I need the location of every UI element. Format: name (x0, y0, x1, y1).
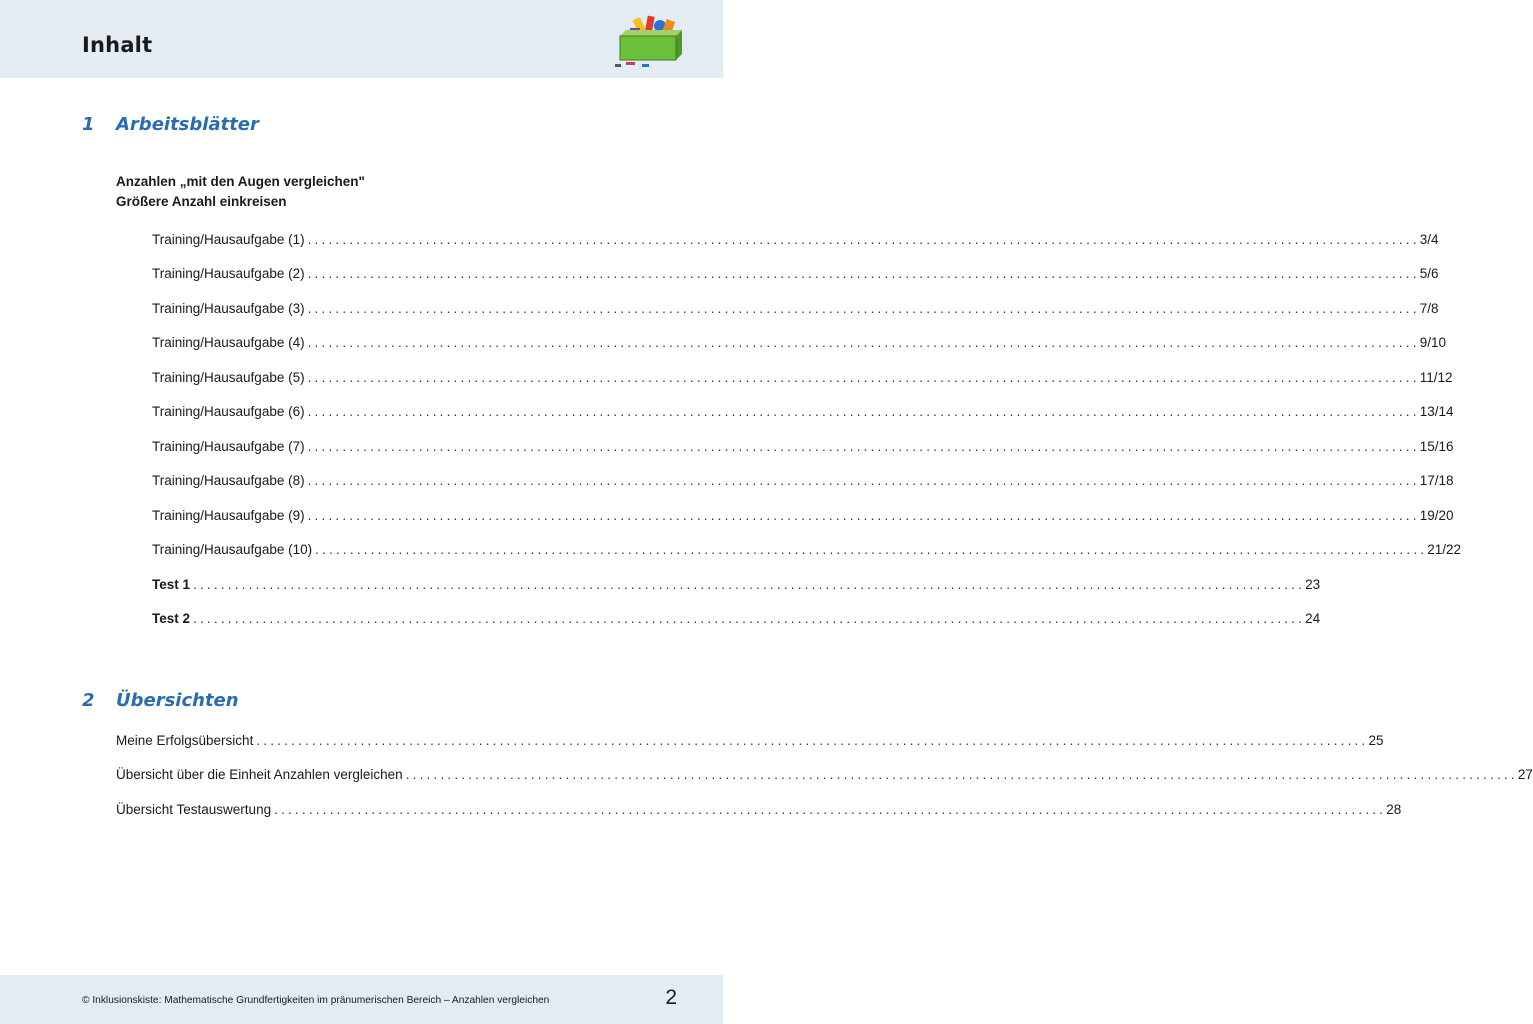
toc-entry-page: 17/18 (1419, 473, 1454, 488)
toc-entry[interactable] (152, 508, 1454, 528)
page-footer (0, 975, 723, 1024)
leader-dots: ................................................................................................................................................................ (307, 370, 1420, 385)
toc-entry-page: 3/4 (1419, 232, 1439, 247)
toc-entry-label: Training/Hausaufgabe (2) (152, 266, 305, 281)
toc-entry-page: 7/8 (1419, 301, 1439, 316)
toc-entry[interactable] (152, 335, 1446, 355)
toc-entry-label: Training/Hausaufgabe (3) (152, 301, 305, 316)
toy-box-icon (612, 14, 684, 72)
leader-dots: ................................................................................................................................................................ (307, 404, 1420, 419)
toc-entry-label: Training/Hausaufgabe (5) (152, 370, 305, 385)
toc-entry[interactable] (152, 439, 1454, 459)
toc-entry-page: 25 (1368, 733, 1384, 748)
toc-entry-label: Training/Hausaufgabe (4) (152, 335, 305, 350)
toc-entry-page: 24 (1305, 611, 1321, 626)
toc-entry-label: Training/Hausaufgabe (1) (152, 232, 305, 247)
section-number: 2 (82, 690, 95, 711)
toc-entry[interactable] (152, 370, 1453, 390)
toc-entry-page: 28 (1386, 802, 1402, 817)
page-title: Inhalt (82, 33, 153, 57)
leader-dots: ................................................................................................................................................................ (307, 266, 1420, 281)
toc-entry-test[interactable] (152, 611, 1321, 631)
section-heading-2 (82, 690, 239, 711)
toc-entry[interactable] (116, 802, 1402, 822)
leader-dots: ................................................................................................................................................................ (307, 508, 1420, 523)
toc-entry-page: 9/10 (1419, 335, 1446, 350)
toc-entry-label: Test 1 (152, 577, 191, 592)
page-number: 2 (665, 986, 677, 1009)
leader-dots: ................................................................................................................................................................ (315, 542, 1428, 557)
leader-dots: ................................................................................................................................................................ (274, 802, 1387, 817)
toc-entry-label: Training/Hausaufgabe (6) (152, 404, 305, 419)
leader-dots: ................................................................................................................................................................ (307, 301, 1420, 316)
leader-dots: ................................................................................................................................................................ (256, 733, 1369, 748)
footer-copyright: © Inklusionskiste: Mathematische Grundfertigkeiten im pränumerischen Bereich – Anzahlen vergleichen (82, 995, 550, 1006)
leader-dots: ................................................................................................................................................................ (307, 335, 1420, 350)
toc-entry-page: 23 (1305, 577, 1321, 592)
leader-dots: ................................................................................................................................................................ (307, 232, 1420, 247)
leader-dots: ................................................................................................................................................................ (405, 767, 1518, 782)
toc-entry-label: Training/Hausaufgabe (9) (152, 508, 305, 523)
leader-dots: ................................................................................................................................................................ (307, 439, 1420, 454)
section-title: Übersichten (116, 690, 239, 711)
toc-entry-page: 11/12 (1419, 370, 1453, 385)
page-header (0, 0, 723, 78)
toc-entry-page: 15/16 (1419, 439, 1454, 454)
toc-entry-page: 5/6 (1419, 266, 1439, 281)
toc-entry-test[interactable] (152, 577, 1321, 597)
toc-entry[interactable] (152, 404, 1454, 424)
section-number: 1 (82, 114, 95, 135)
leader-dots: ................................................................................................................................................................ (307, 473, 1420, 488)
leader-dots: ................................................................................................................................................................ (193, 577, 1306, 592)
toc-entry-label: Test 2 (152, 611, 191, 626)
toc-entry-label: Training/Hausaufgabe (7) (152, 439, 305, 454)
leader-dots: ................................................................................................................................................................ (193, 611, 1306, 626)
toc-entry-page: 19/20 (1419, 508, 1454, 523)
toc-entry[interactable] (152, 266, 1439, 286)
toc-entry[interactable] (152, 232, 1439, 252)
toc-entry-label: Training/Hausaufgabe (10) (152, 542, 313, 557)
group-title-line-2: Größere Anzahl einkreisen (116, 194, 287, 209)
toc-entry[interactable] (152, 301, 1439, 321)
toc-entry-page: 27 (1517, 767, 1533, 782)
toc-entry-page: 13/14 (1419, 404, 1454, 419)
toc-entry-label: Übersicht über die Einheit Anzahlen vergleichen (116, 767, 403, 782)
toc-entry-page: 21/22 (1427, 542, 1462, 557)
toc-entry[interactable] (152, 473, 1454, 493)
section-heading-1 (82, 114, 259, 135)
toc-entry-label: Übersicht Testauswertung (116, 802, 272, 817)
toc-entry[interactable] (116, 767, 1533, 787)
group-title-line-1: Anzahlen „mit den Augen vergleichen" (116, 174, 365, 189)
toc-entry-label: Meine Erfolgsübersicht (116, 733, 254, 748)
toc-entry[interactable] (116, 733, 1384, 753)
toc-entry-label: Training/Hausaufgabe (8) (152, 473, 305, 488)
toc-entry[interactable] (152, 542, 1462, 562)
section-title: Arbeitsblätter (116, 114, 259, 135)
